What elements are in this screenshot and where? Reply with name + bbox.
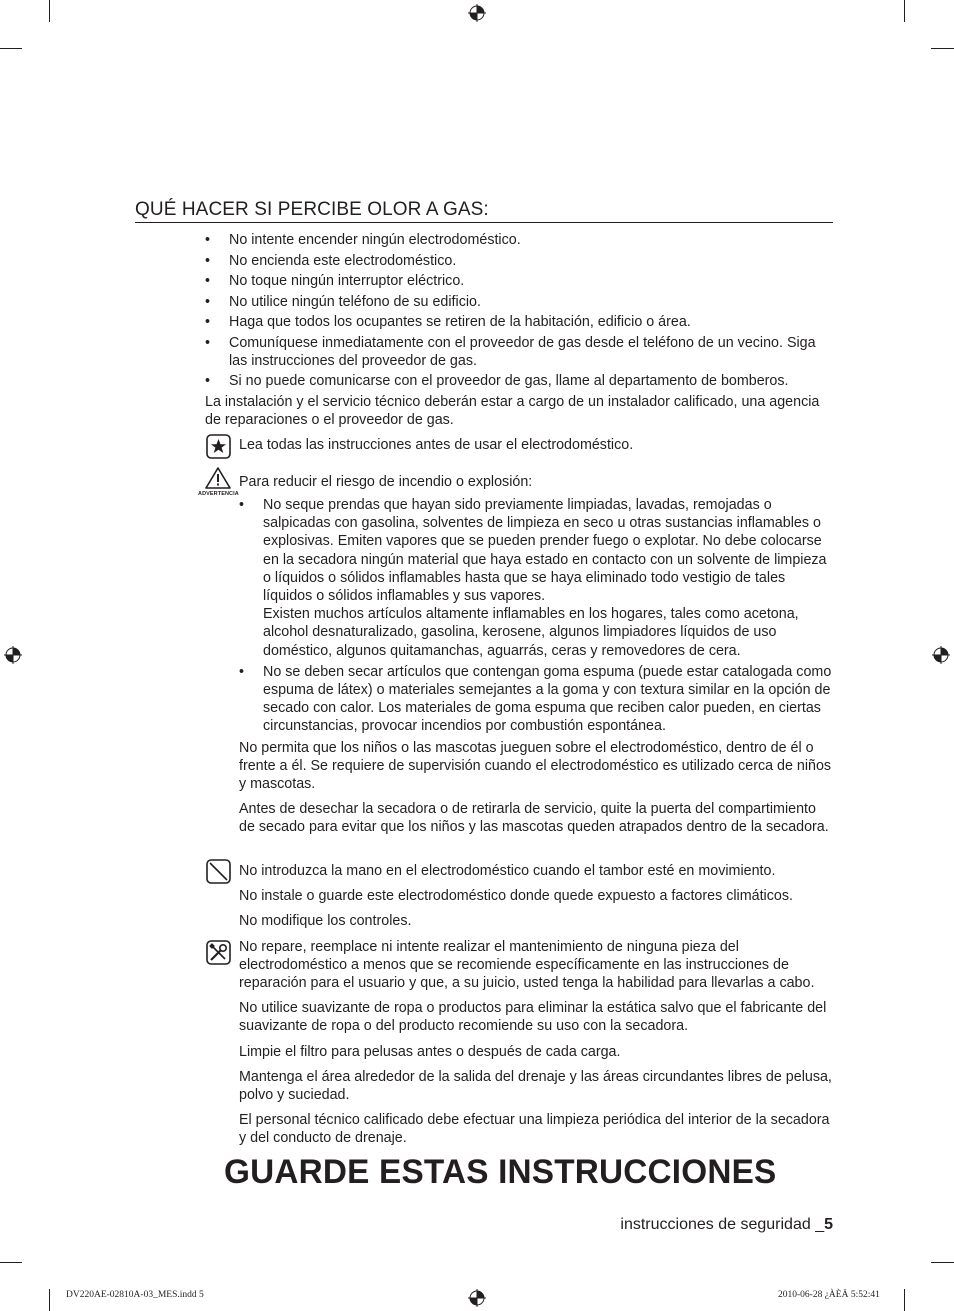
- slug-timestamp: 2010-06-28 ¿ÀÈÄ 5:52:41: [778, 1290, 880, 1300]
- prohibit-modify-text: No modifique los controles.: [239, 913, 412, 929]
- registration-mark-icon: [932, 646, 950, 664]
- lint-filter-paragraph: Limpie el filtro para pelusas antes o después de cada carga.: [239, 1044, 621, 1060]
- warning-bullet-list: [239, 496, 835, 736]
- gas-bullet-list: [205, 231, 835, 393]
- crop-mark: [0, 1262, 22, 1263]
- registration-mark-icon: [4, 646, 22, 664]
- warning-label: ADVERTENCIA: [198, 491, 239, 497]
- slug-filename: DV220AE-02810A-03_MES.indd 5: [66, 1290, 204, 1300]
- crop-mark: [0, 48, 22, 49]
- softener-paragraph: No utilice suavizante de ropa o productos para eliminar la estática salvo que el fabricante del suavizante de ropa o del producto recomiende su uso con la secadora.: [239, 1000, 827, 1035]
- tools-icon: [206, 940, 231, 965]
- crop-mark: [931, 48, 954, 49]
- page-footer: [620, 1214, 833, 1236]
- crop-mark: [904, 1289, 905, 1311]
- children-paragraph: No permita que los niños o las mascotas jueguen sobre el electrodoméstico, dentro de él o frente a él. Se requiere de supervisión cuando el electrodoméstico es utilizado cerca de niños y mascotas.: [239, 740, 832, 793]
- footer-section-label: instrucciones de seguridad _: [620, 1216, 825, 1233]
- list-item: • Si no puede comunicarse con el proveedor de gas, llame al departamento de bomberos.: [205, 372, 835, 390]
- drain-area-paragraph: Mantenga el área alrededor de la salida del drenaje y las áreas circundantes libres de pelusa, polvo y suciedad.: [239, 1069, 832, 1104]
- crop-mark: [931, 1262, 954, 1263]
- save-instructions-title: GUARDE ESTAS INSTRUCCIONES: [224, 1153, 777, 1191]
- warning-intro: Para reducir el riesgo de incendio o explosión:: [239, 474, 533, 490]
- crop-mark: [49, 1289, 50, 1311]
- list-item: • Comuníquese inmediatamente con el proveedor de gas desde el teléfono de un vecino. Siga las instrucciones del proveedor de gas.: [205, 334, 835, 370]
- list-item: • No utilice ningún teléfono de su edificio.: [205, 293, 835, 311]
- dispose-paragraph: Antes de desechar la secadora o de retirarla de servicio, quite la puerta del compartimiento de secado para evitar que los niños y las mascotas queden atrapados dentro de la secadora.: [239, 801, 829, 836]
- registration-mark-icon: [468, 4, 486, 22]
- warning-bullet-text: No seque prendas que hayan sido previamente limpiadas, lavadas, remojadas o salpicadas con gasolina, solventes de limpieza en seco u otras sustancias inflamables o explosivas. Emiten vapores que se pueden prender fuego o explotar. No debe colocarse en la secadora ningún material que haya estado en contacto con un solvente de limpieza o líquidos o sólidos inflamables hasta que se haya eliminado todo vestigio de tales líquidos o sólidos inflamables y sus vapores.: [263, 497, 827, 605]
- repair-paragraph: No repare, reemplace ni intente realizar el mantenimiento de ninguna pieza del electrodoméstico a menos que se recomiende específicamente en las instrucciones de reparación para el usuario y que, a su juicio, usted tenga la habilidad para llevarlas a cabo.: [239, 939, 815, 992]
- installation-paragraph: La instalación y el servicio técnico deberán estar a cargo de un instalador calificado, una agencia de reparaciones o el proveedor de gas.: [205, 394, 820, 429]
- warning-bullet-extra: Existen muchos artículos altamente inflamables en los hogares, tales como acetona, alcohol desnaturalizado, gasolina, kerosene, algunos limpiadores líquidos de uso doméstico, algunos quitamanchas, aguarrás, ceras y removedores de cera.: [263, 606, 799, 659]
- prohibit-icon: [206, 859, 231, 884]
- prohibit-install-text: No instale o guarde este electrodoméstico donde quede expuesto a factores climáticos.: [239, 888, 793, 904]
- crop-mark: [904, 0, 905, 22]
- list-item: • No se deben secar artículos que contengan goma espuma (puede estar catalogada como espuma de látex) o materiales semejantes a la goma y con textura similar en la opción de secado con calor. Los materiales de goma espuma que reciben calor pueden, en ciertas circunstancias, provocar incendios por combustión espontánea.: [239, 663, 835, 736]
- star-icon: [206, 434, 231, 459]
- list-item: [239, 496, 835, 660]
- crop-mark: [49, 0, 50, 22]
- registration-mark-icon: [468, 1289, 486, 1307]
- list-item: • No intente encender ningún electrodoméstico.: [205, 231, 835, 249]
- periodic-cleaning-paragraph: El personal técnico calificado debe efectuar una limpieza periódica del interior de la secadora y del conducto de drenaje.: [239, 1112, 830, 1147]
- prohibit-hand-text: No introduzca la mano en el electrodoméstico cuando el tambor esté en movimiento.: [239, 863, 776, 879]
- section-heading: QUÉ HACER SI PERCIBE OLOR A GAS:: [135, 198, 833, 223]
- read-all-text: Lea todas las instrucciones antes de usar el electrodoméstico.: [239, 437, 634, 453]
- list-item: • No encienda este electrodoméstico.: [205, 252, 835, 270]
- warning-icon: [204, 466, 232, 490]
- list-item: • Haga que todos los ocupantes se retiren de la habitación, edificio o área.: [205, 313, 835, 331]
- list-item: • No toque ningún interruptor eléctrico.: [205, 272, 835, 290]
- page-number: 5: [824, 1216, 833, 1233]
